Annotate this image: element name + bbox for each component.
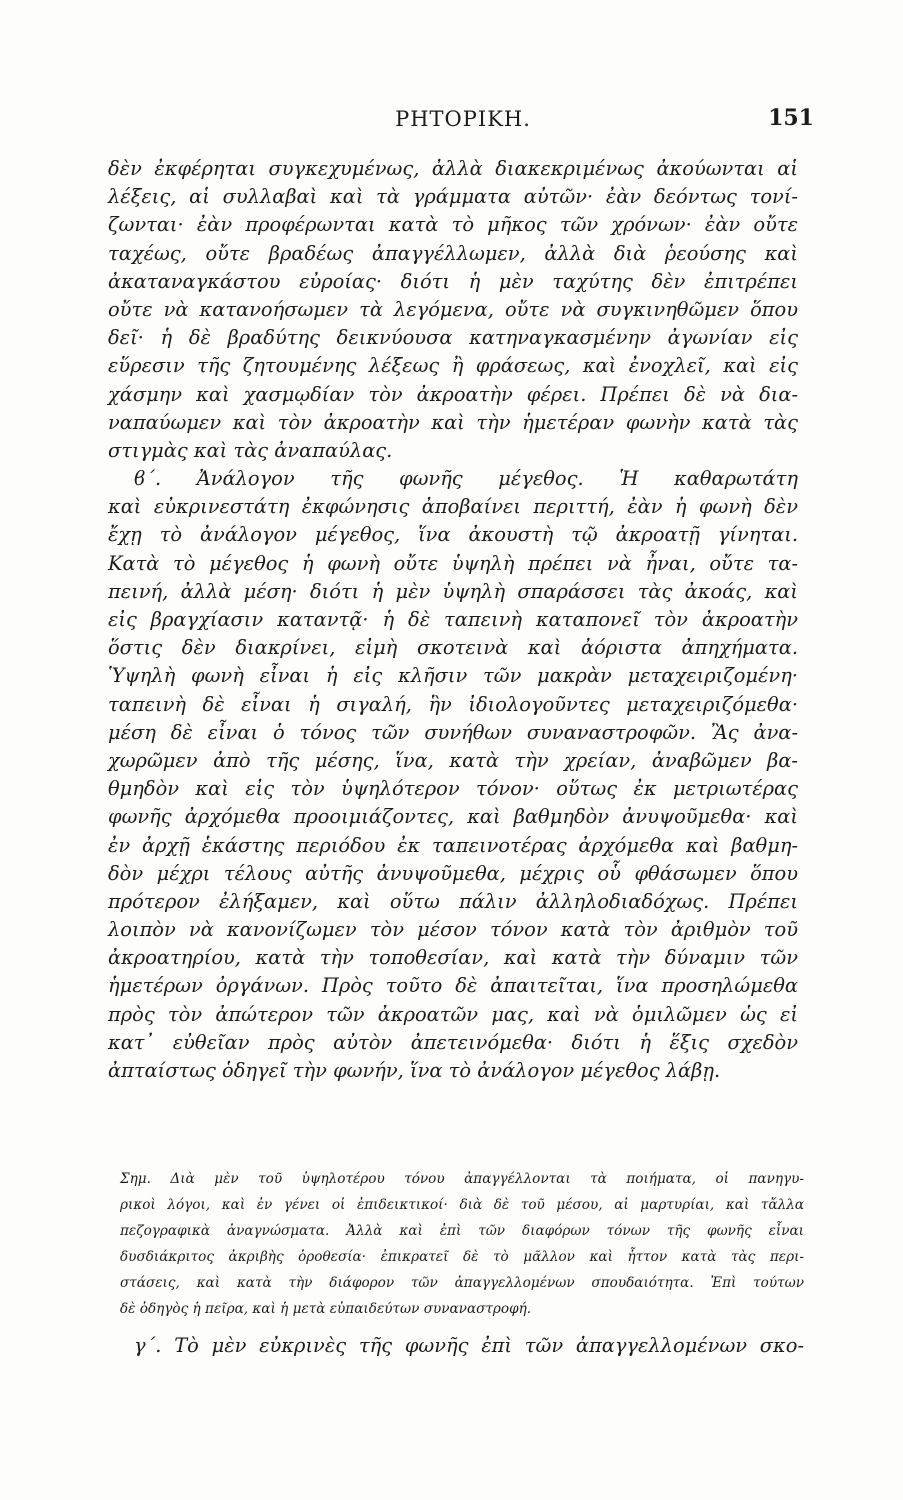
text-line: Κατὰ τὸ μέγεθος ἡ φωνὴ οὔτε ὑψηλὴ πρέπει νὰ ἦναι, οὔτε τα- — [108, 551, 798, 575]
text-line: οὔτε νὰ κατανοήσωμεν τὰ λεγόμενα, οὔτε νὰ συγκινηθῶμεν ὅπου — [108, 297, 798, 321]
section-heading-line: γ΄. Τὸ μὲν εὐκρινὲς τῆς φωνῆς ἐπὶ τῶν ἀπαγγελλομένων σκο- — [134, 1334, 804, 1357]
text-line: κατ᾽ εὐθεῖαν πρὸς αὐτὸν ἀπετεινόμεθα· διότι ἡ ἕξις σχεδὸν — [108, 1030, 798, 1054]
text-line: δὸν μέχρι τέλους αὐτῆς ἀνυψοῦμεθα, μέχρις οὗ φθάσωμεν ὅπου — [108, 861, 798, 885]
note-line: δὲ ὁδηγὸς ἡ πεῖρα, καὶ ἡ μετὰ εὐπαιδεύτων συναναστροφή. — [120, 1301, 532, 1317]
text-line: θμηδὸν καὶ εἰς τὸν ὑψηλότερον τόνον· οὕτως ἐκ μετριωτέρας — [108, 777, 798, 801]
note-line: πεζογραφικὰ ἀναγνώσματα. Ἀλλὰ καὶ ἐπὶ τῶν διαφόρων τόνων τῆς φωνῆς εἶναι — [120, 1223, 804, 1239]
text-line: πρὸς τὸν ἀπώτερον τῶν ἀκροατῶν μας, καὶ νὰ ὁμιλῶμεν ὡς εἰ — [108, 1002, 798, 1026]
text-line: δεῖ· ἡ δὲ βραδύτης δεικνύουσα κατηναγκασμένην ἀγωνίαν εἰς — [108, 326, 798, 350]
text-line: εἰς βραγχίασιν καταντᾷ· ἡ δὲ ταπεινὴ καταπονεῖ τὸν ἀκροατὴν — [108, 608, 798, 631]
section-heading-line: ϐ΄. Ἀνάλογον τῆς φωνῆς μέγεθος. Ἡ καθαρωτάτη — [134, 467, 798, 491]
text-line: λοιπὸν νὰ κανονίζωμεν τὸν μέσον τόνον κατὰ τὸν ἀριθμὸν τοῦ — [108, 918, 798, 942]
text-line: λέξεις, αἱ συλλαβαὶ καὶ τὰ γράμματα αὐτῶν· ἐὰν δεόντως τονί- — [108, 185, 798, 209]
text-line: Ὑψηλὴ φωνὴ εἶναι ἡ εἰς κλῆσιν τῶν μακρὰν μεταχειριζομένη· — [108, 664, 798, 688]
main-text — [108, 155, 798, 1085]
text-line: ταχέως, οὔτε βραδέως ἀπαγγέλλωμεν, ἀλλὰ διὰ ῥεούσης καὶ — [108, 241, 798, 265]
text-line: δὲν ἐκφέρηται συγκεχυμένως, ἀλλὰ διακεκριμένως ἀκούωνται αἱ — [108, 157, 798, 180]
text-line: ἀπταίστως ὁδηγεῖ τὴν φωνήν, ἵνα τὸ ἀνάλογον μέγεθος λάβῃ. — [108, 1059, 721, 1082]
running-title: ΡΗΤΟΡΙΚΗ. — [395, 107, 531, 131]
text-line: ἀκροατηρίου, κατὰ τὴν τοποθεσίαν, καὶ κατὰ τὴν δύναμιν τῶν — [108, 946, 798, 970]
text-line: ταπεινὴ δὲ εἶναι ἡ σιγαλή, ἣν ἰδιολογοῦντες μεταχειριζόμεθα· — [108, 692, 798, 716]
text-line: ἐν ἀρχῇ ἑκάστης περιόδου ἐκ ταπεινοτέρας ἀρχόμεθα καὶ βαθμη- — [108, 833, 798, 857]
text-line: στιγμὰς καὶ τὰς ἀναπαύλας. — [108, 438, 393, 462]
text-line: ναπαύωμεν καὶ τὸν ἀκροατὴν καὶ τὴν ἡμετέραν φωνὴν κατὰ τὰς — [108, 410, 798, 434]
text-line: εὕρεσιν τῆς ζητουμένης λέξεως ἢ φράσεως, καὶ ἐνοχλεῖ, καὶ εἰς — [108, 354, 798, 378]
text-line: μέση δὲ εἶναι ὁ τόνος τῶν συνήθων συναναστροφῶν. Ἂς ἀνα- — [108, 720, 798, 744]
text-line: χάσμην καὶ χασμῳδίαν τὸν ἀκροατὴν φέρει. Πρέπει δὲ νὰ δια- — [108, 382, 798, 406]
text-line: φωνῆς ἀρχόμεθα προοιμιάζοντες, καὶ βαθμηδὸν ἀνυψοῦμεθα· καὶ — [108, 805, 798, 829]
text-line: ὅστις δὲν διακρίνει, εἰμὴ σκοτεινὰ καὶ ἀόριστα ἀπηχήματα. — [108, 636, 798, 660]
note-line: Σημ. Διὰ μὲν τοῦ ὑψηλοτέρου τόνου ἀπαγγέλλονται τὰ ποιήματα, οἱ πανηγυ- — [120, 1171, 804, 1187]
text-line: πεινή, ἀλλὰ μέση· διότι ἡ μὲν ὑψηλὴ σπαράσσει τὰς ἀκοάς, καὶ — [108, 579, 798, 603]
note-line: ρικοὶ λόγοι, καὶ ἐν γένει οἱ ἐπιδεικτικοί· διὰ δὲ τοῦ μέσου, αἱ μαρτυρίαι, καὶ τἄλλα — [120, 1197, 804, 1213]
text-line: πρότερον ἐλήξαμεν, καὶ οὕτω πάλιν ἀλληλοδιαδόχως. Πρέπει — [108, 889, 798, 913]
text-line: ἡμετέρων ὀργάνων. Πρὸς τοῦτο δὲ ἀπαιτεῖται, ἵνα προσηλώμεθα — [108, 974, 798, 998]
text-line: ἀκαταναγκάστου εὐροίας· διότι ἡ μὲν ταχύτης δὲν ἐπιτρέπει — [108, 269, 798, 293]
text-line: χωρῶμεν ἀπὸ τῆς μέσης, ἵνα, κατὰ τὴν χρείαν, ἀναβῶμεν βα- — [108, 748, 798, 772]
next-section — [134, 1332, 804, 1360]
note-line: δυσδιάκριτος ἀκριβὴς ὁροθεσία· ἐπικρατεῖ δὲ τὸ μᾶλλον καὶ ἧττον κατὰ τὰς περι- — [120, 1249, 804, 1265]
note-line: στάσεις, καὶ κατὰ τὴν διάφορον τῶν ἀπαγγελλομένων σπουδαιότητα. Ἐπὶ τούτων — [120, 1275, 804, 1291]
text-line: ζωνται· ἐὰν προφέρωνται κατὰ τὸ μῆκος τῶν χρόνων· ἐὰν οὔτε — [108, 213, 798, 237]
page-header — [108, 103, 818, 143]
footnote — [120, 1166, 804, 1322]
page-number: 151 — [768, 105, 814, 131]
text-line: καὶ εὐκρινεστάτη ἐκφώνησις ἀποβαίνει περιττή, ἐὰν ἡ φωνὴ δὲν — [108, 495, 798, 519]
text-line: ἔχῃ τὸ ἀνάλογον μέγεθος, ἵνα ἀκουστὴ τῷ ἀκροατῇ γίνηται. — [108, 523, 798, 547]
